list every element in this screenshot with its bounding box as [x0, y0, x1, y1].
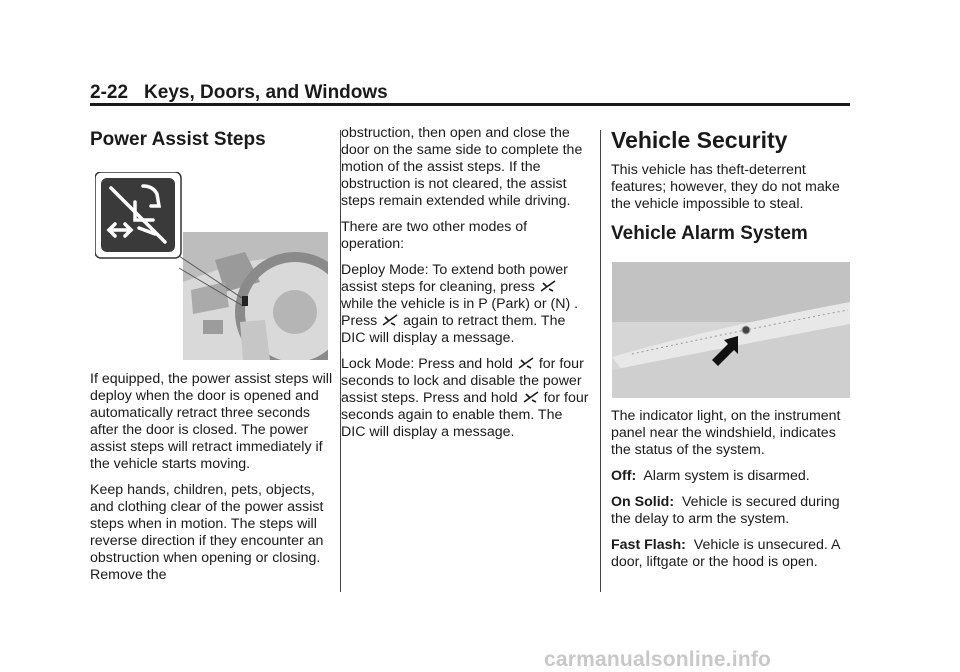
status-label: On Solid: [611, 494, 675, 510]
column-divider-2 [600, 130, 601, 592]
chapter-title: Keys, Doors, and Windows [144, 82, 388, 103]
page-header [90, 82, 388, 104]
subheading-vehicle-alarm-system: Vehicle Alarm System [611, 223, 808, 244]
power-steps-icon [539, 279, 557, 293]
column-3-text [611, 408, 856, 580]
text-segment: Lock Mode: Press and hold [341, 356, 513, 372]
status-label: Fast Flash: [611, 537, 686, 553]
paragraph: The indicator light, on the instrument panel near the windshield, indicates the status of the system. [611, 408, 841, 458]
paragraph: If equipped, the power assist steps will deploy when the door is opened and automatically retract three seconds after the door is closed. The power assist steps will retract immediately if the vehicle starts moving. [90, 371, 333, 472]
power-steps-icon [381, 313, 399, 327]
column-1-text [90, 371, 335, 593]
section-heading-vehicle-security: Vehicle Security [611, 127, 788, 153]
lock-mode-paragraph [341, 356, 590, 441]
text-segment: for four seconds again to enable them. The DIC will display a message. [341, 390, 589, 440]
deploy-mode-paragraph [341, 262, 590, 347]
paragraph: This vehicle has theft-deterrent features; however, they do not make the vehicle impossible to steal. [611, 162, 840, 212]
page-number: 2-22 [90, 82, 129, 103]
power-steps-icon [522, 390, 540, 404]
column-2-text [340, 125, 590, 450]
section-heading-power-assist-steps: Power Assist Steps [90, 129, 266, 150]
header-rule [90, 103, 850, 106]
power-steps-icon [517, 356, 535, 370]
status-text: Alarm system is disarmed. [643, 468, 810, 484]
security-intro [611, 162, 851, 222]
status-text: Vehicle is secured during the delay to arm the system. [611, 494, 840, 527]
paragraph: There are two other modes of operation: [341, 219, 528, 252]
paragraph: obstruction, then open and close the door on the same side to complete the motion of the assist steps. If the obstruction is not cleared, the assist steps remain extended while driving. [341, 125, 583, 209]
status-text: Vehicle is unsecured. A door, liftgate or the hood is open. [611, 537, 840, 570]
text-segment: for four seconds to lock and disable the power assist steps. Press and hold [341, 356, 584, 406]
paragraph: Keep hands, children, pets, objects, and clothing clear of the power assist steps when in motion. The steps will reverse direction if they encounter an obstruction when opening or closing. Remove the [90, 482, 324, 583]
text-segment: Deploy Mode: To extend both power assist steps for cleaning, press [341, 262, 568, 295]
text-segment: again to retract them. The DIC will display a message. [341, 313, 566, 346]
status-fast-flash [611, 537, 856, 571]
alarm-indicator-figure [612, 262, 850, 398]
status-on-solid [611, 494, 856, 528]
status-off [611, 468, 856, 485]
text-segment: while the vehicle is in P (Park) or (N) . Press [341, 296, 579, 329]
watermark: carmanualsonline.info [544, 648, 772, 671]
status-label: Off: [611, 468, 637, 484]
power-assist-steps-figure [95, 172, 328, 360]
